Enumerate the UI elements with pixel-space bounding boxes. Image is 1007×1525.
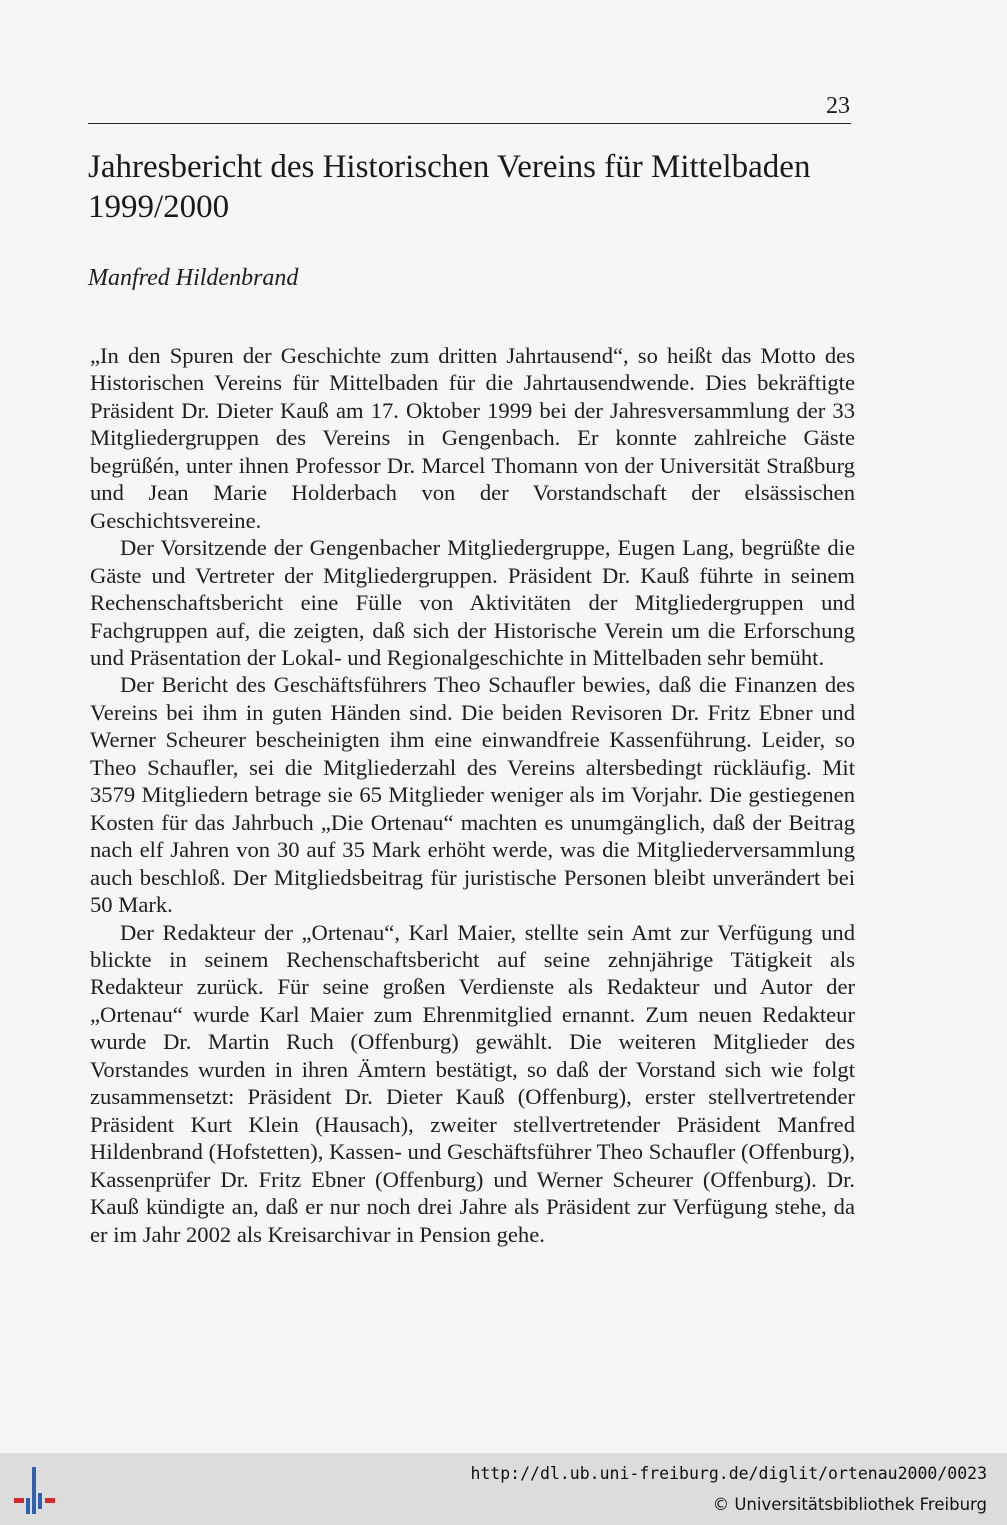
article-title-line-2: 1999/2000 [88,189,230,225]
page-number: 23 [826,93,850,119]
header-rule [88,123,851,124]
paragraph-1: „In den Spuren der Geschichte zum dritten Jahrtausend“, so heißt das Motto des Historischen Vereins für Mittelbaden für die Jahrtausendwende. Dies bekräftigte Präsident Dr. Dieter Kauß am 17. Oktober 1999 bei der Jahresversammlung der 33 Mitgliedergruppen des Vereins in Gengenbach. Er konnte zahlreiche Gäste begrüßén, unter ihnen Professor Dr. Marcel Thomann von der Universität Straßburg und Jean Marie Holderbach von der Vorstandschaft der elsässischen Geschichtsvereine. [90,343,855,533]
article-title [88,147,868,227]
paragraph-4: Der Redakteur der „Ortenau“, Karl Maier, stellte sein Amt zur Verfügung und blickte in seinem Rechenschaftsbericht auf seine zehnjährige Tätigkeit als Redakteur zurück. Für seine großen Verdienste als Redakteur und Autor der „Ortenau“ wurde Karl Maier zum Ehrenmitglied ernannt. Zum neuen Redakteur wurde Dr. Martin Ruch (Offenburg) gewählt. Die weiteren Mitglieder des Vorstandes wurden in ihren Ämtern bestätigt, so daß der Vorstand sich wie folgt zusammensetzt: Präsident Dr. Dieter Kauß (Offenburg), erster stellvertretender Präsident Kurt Klein (Hausach), zweiter stellvertretender Präsident Manfred Hildenbrand (Hofstetten), Kassen- und Geschäftsführer Theo Schaufler (Offenburg), Kassenprüfer Dr. Fritz Ebner (Offenburg) und Werner Scheurer (Offenburg). Dr. Kauß kündigte an, daß er nur noch drei Jahre als Präsident zur Verfügung stehe, da er im Jahr 2002 als Kreisarchivar in Pension gehe. [90,919,855,1247]
footer-bar [0,1453,1007,1525]
ub-freiburg-logo-icon [12,1467,64,1515]
article-body [90,342,855,1248]
paragraph-2: Der Vorsitzende der Gengenbacher Mitgliedergruppe, Eugen Lang, begrüßte die Gäste und Vertreter der Mitgliedergruppen. Präsident Dr. Kauß führte in seinem Rechenschaftsbericht eine Fülle von Aktivitäten der Mitgliedergruppen und Fachgruppen auf, die zeigten, daß sich der Historische Verein um die Erforschung und Präsentation der Lokal- und Regionalgeschichte in Mittelbaden sehr bemüht. [90,535,855,670]
article-author: Manfred Hildenbrand [88,265,299,291]
paragraph-3: Der Bericht des Geschäftsführers Theo Schaufler bewies, daß die Finanzen des Vereins bei ihm in guten Händen sind. Die beiden Revisoren Dr. Fritz Ebner und Werner Scheurer bescheinigten ihm eine einwandfreie Kassenführung. Leider, so Theo Schaufler, sei die Mitgliederzahl des Vereins altersbedingt rückläufig. Mit 3579 Mitgliedern betrage sie 65 Mitglieder weniger als im Vorjahr. Die gestiegenen Kosten für das Jahrbuch „Die Ortenau“ machten es unumgänglich, daß der Beitrag nach elf Jahren von 30 auf 35 Mark erhöht werde, was die Mitgliederversammlung auch beschloß. Der Mitgliedsbeitrag für juristische Personen bleibt unverändert bei 50 Mark. [90,672,855,918]
footer-url-link[interactable]: http://dl.ub.uni-freiburg.de/diglit/ortenau2000/0023 [470,1464,987,1483]
footer-copyright: © Universitätsbibliothek Freiburg [712,1495,987,1514]
article-title-line-1: Jahresbericht des Historischen Vereins für Mittelbaden [88,149,811,185]
